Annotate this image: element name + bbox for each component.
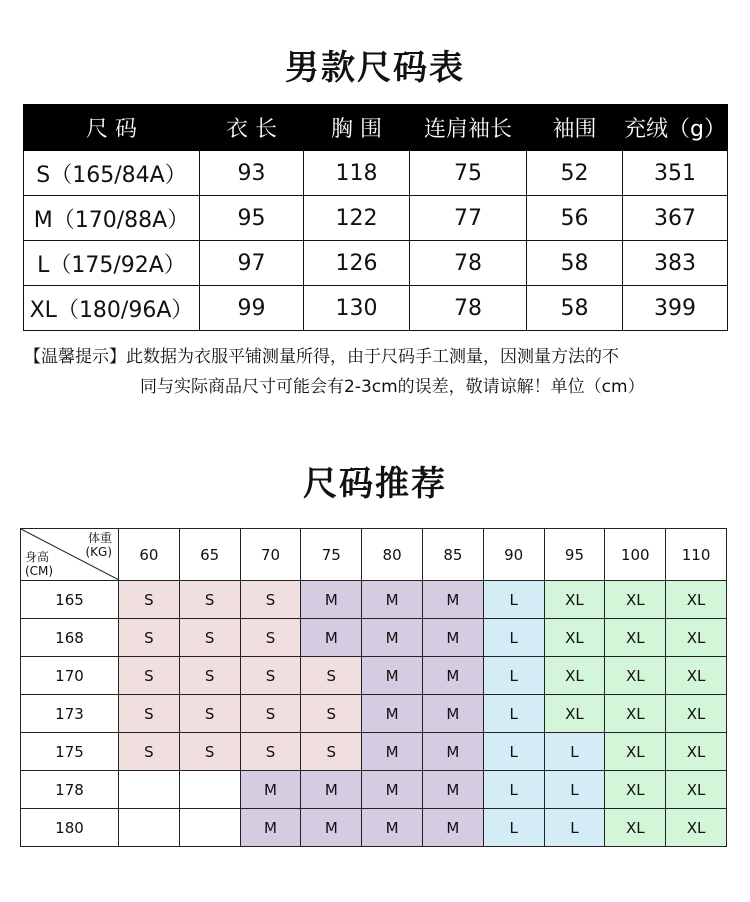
recommended-size-cell: XL <box>666 657 727 695</box>
recommended-size-cell: XL <box>666 733 727 771</box>
measurement-cell: 77 <box>410 196 527 241</box>
size-chart-header-cell: 尺 码 <box>24 105 200 151</box>
size-chart-row <box>24 286 728 331</box>
recommendation-row <box>21 657 727 695</box>
recommended-size-cell: S <box>119 657 180 695</box>
recommended-size-cell: S <box>179 695 240 733</box>
size-label-cell: S（165/84A） <box>24 151 200 196</box>
recommended-size-cell: M <box>362 809 423 847</box>
recommended-size-cell: XL <box>666 771 727 809</box>
measurement-cell: 56 <box>527 196 623 241</box>
recommended-size-cell: M <box>362 733 423 771</box>
size-chart-header-cell: 胸 围 <box>304 105 410 151</box>
recommended-size-cell: S <box>301 733 362 771</box>
recommendation-row <box>21 809 727 847</box>
measurement-cell: 95 <box>200 196 304 241</box>
measurement-cell: 52 <box>527 151 623 196</box>
recommended-size-cell: XL <box>605 695 666 733</box>
weight-header-row <box>21 529 727 581</box>
measurement-cell: 78 <box>410 286 527 331</box>
height-cell: 168 <box>21 619 119 657</box>
recommended-size-cell: XL <box>666 809 727 847</box>
recommended-size-cell: S <box>240 695 301 733</box>
recommended-size-cell: M <box>301 809 362 847</box>
weight-header-cell: 75 <box>301 529 362 581</box>
recommended-size-cell: XL <box>544 581 605 619</box>
recommended-size-cell: M <box>422 809 483 847</box>
recommended-size-cell: XL <box>666 619 727 657</box>
recommendation-row <box>21 695 727 733</box>
weight-header-cell: 60 <box>119 529 180 581</box>
recommended-size-cell: XL <box>605 619 666 657</box>
recommendation-row <box>21 733 727 771</box>
measurement-cell: 399 <box>623 286 728 331</box>
recommended-size-cell: XL <box>605 657 666 695</box>
recommended-size-cell: XL <box>605 581 666 619</box>
recommended-size-cell: L <box>483 581 544 619</box>
size-chart-header-cell: 衣 长 <box>200 105 304 151</box>
measurement-cell: 75 <box>410 151 527 196</box>
recommended-size-cell: M <box>422 695 483 733</box>
weight-header-cell: 70 <box>240 529 301 581</box>
recommended-size-cell: S <box>119 581 180 619</box>
recommended-size-cell: M <box>362 657 423 695</box>
recommendation-row <box>21 619 727 657</box>
size-chart-row <box>24 241 728 286</box>
size-note-line-2: 同与实际商品尺寸可能会有2-3cm的误差，敬请谅解！单位（cm） <box>140 377 645 397</box>
height-cell: 173 <box>21 695 119 733</box>
recommended-size-cell: M <box>422 657 483 695</box>
recommended-size-cell: S <box>179 733 240 771</box>
size-chart-header-row <box>24 105 728 151</box>
recommended-size-cell: M <box>240 809 301 847</box>
recommended-size-cell: XL <box>544 695 605 733</box>
recommended-size-cell: M <box>422 733 483 771</box>
recommended-size-cell: S <box>179 657 240 695</box>
measurement-cell: 58 <box>527 241 623 286</box>
size-chart-row <box>24 151 728 196</box>
recommended-size-cell: L <box>483 619 544 657</box>
recommended-size-cell: L <box>483 695 544 733</box>
recommended-size-cell: XL <box>544 657 605 695</box>
recommended-size-cell <box>179 809 240 847</box>
height-cell: 175 <box>21 733 119 771</box>
weight-header-cell: 100 <box>605 529 666 581</box>
weight-header-cell: 80 <box>362 529 423 581</box>
recommended-size-cell: S <box>301 695 362 733</box>
height-cell: 180 <box>21 809 119 847</box>
measurement-cell: 383 <box>623 241 728 286</box>
recommended-size-cell: M <box>422 771 483 809</box>
measurement-cell: 99 <box>200 286 304 331</box>
size-note <box>24 342 734 402</box>
recommended-size-cell: S <box>179 619 240 657</box>
recommended-size-cell: XL <box>605 733 666 771</box>
weight-header-cell: 85 <box>422 529 483 581</box>
recommended-size-cell: M <box>301 771 362 809</box>
recommended-size-cell: S <box>301 657 362 695</box>
recommended-size-cell: M <box>422 581 483 619</box>
recommended-size-cell: L <box>483 809 544 847</box>
recommended-size-cell: L <box>483 733 544 771</box>
measurement-cell: 118 <box>304 151 410 196</box>
recommended-size-cell: S <box>240 581 301 619</box>
size-label-cell: M（170/88A） <box>24 196 200 241</box>
measurement-cell: 97 <box>200 241 304 286</box>
measurement-cell: 78 <box>410 241 527 286</box>
size-note-line-1: 【温馨提示】此数据为衣服平铺测量所得，由于尺码手工测量，因测量方法的不 <box>24 347 619 367</box>
recommended-size-cell: S <box>119 733 180 771</box>
recommended-size-cell: S <box>119 619 180 657</box>
weight-header-cell: 110 <box>666 529 727 581</box>
recommendation-row <box>21 581 727 619</box>
recommended-size-cell: M <box>301 619 362 657</box>
recommended-size-cell: L <box>544 809 605 847</box>
measurement-cell: 126 <box>304 241 410 286</box>
recommended-size-cell: S <box>240 657 301 695</box>
height-cell: 178 <box>21 771 119 809</box>
size-recommendation-table <box>20 528 727 847</box>
weight-axis-label: 体重 (KG) <box>85 531 112 559</box>
measurement-cell: 130 <box>304 286 410 331</box>
recommended-size-cell: L <box>483 771 544 809</box>
recommended-size-cell: XL <box>605 771 666 809</box>
measurement-cell: 351 <box>623 151 728 196</box>
measurement-cell: 58 <box>527 286 623 331</box>
recommended-size-cell: S <box>119 695 180 733</box>
size-chart-header-cell: 袖围 <box>527 105 623 151</box>
weight-header-cell: 65 <box>179 529 240 581</box>
recommendation-row <box>21 771 727 809</box>
size-label-cell: XL（180/96A） <box>24 286 200 331</box>
height-cell: 170 <box>21 657 119 695</box>
recommended-size-cell: S <box>240 733 301 771</box>
size-chart-row <box>24 196 728 241</box>
corner-header-cell <box>21 529 119 581</box>
recommended-size-cell: M <box>362 771 423 809</box>
recommended-size-cell: XL <box>605 809 666 847</box>
size-label-cell: L（175/92A） <box>24 241 200 286</box>
weight-header-cell: 90 <box>483 529 544 581</box>
recommended-size-cell <box>179 771 240 809</box>
recommended-size-cell: L <box>544 771 605 809</box>
recommendation-title: 尺码推荐 <box>303 464 447 504</box>
recommended-size-cell <box>119 771 180 809</box>
weight-header-cell: 95 <box>544 529 605 581</box>
size-chart-title: 男款尺码表 <box>285 48 465 88</box>
recommended-size-cell: M <box>362 619 423 657</box>
measurement-cell: 122 <box>304 196 410 241</box>
recommended-size-cell: M <box>362 695 423 733</box>
measurement-cell: 367 <box>623 196 728 241</box>
measurement-cell: 93 <box>200 151 304 196</box>
size-chart-header-cell: 连肩袖长 <box>410 105 527 151</box>
height-cell: 165 <box>21 581 119 619</box>
recommended-size-cell: XL <box>666 695 727 733</box>
recommended-size-cell: XL <box>666 581 727 619</box>
height-axis-label: 身高 (CM) <box>25 550 54 578</box>
recommended-size-cell: L <box>483 657 544 695</box>
recommended-size-cell <box>119 809 180 847</box>
recommended-size-cell: M <box>422 619 483 657</box>
size-chart-table <box>23 104 728 331</box>
recommended-size-cell: S <box>179 581 240 619</box>
recommended-size-cell: M <box>301 581 362 619</box>
recommended-size-cell: L <box>544 733 605 771</box>
recommended-size-cell: M <box>362 581 423 619</box>
recommended-size-cell: XL <box>544 619 605 657</box>
size-chart-header-cell: 充绒（g） <box>623 105 728 151</box>
recommended-size-cell: S <box>240 619 301 657</box>
recommended-size-cell: M <box>240 771 301 809</box>
